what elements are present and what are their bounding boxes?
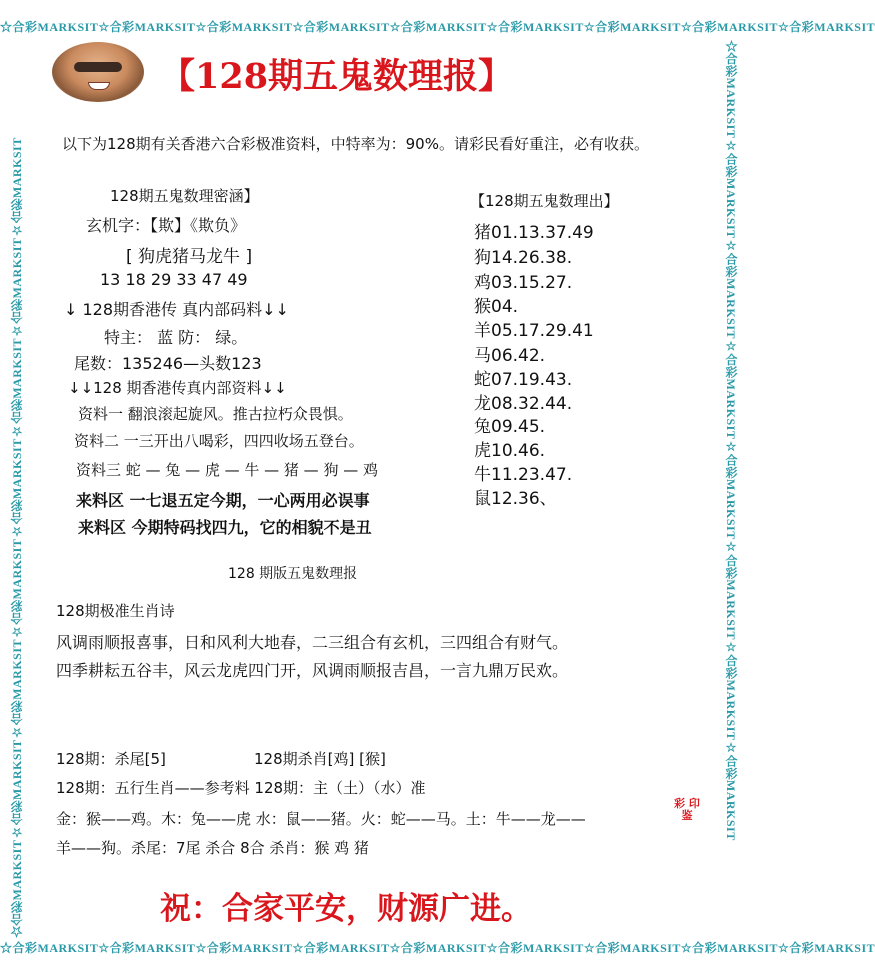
- right-row: 兔09.45.: [474, 417, 546, 437]
- data-line-3: 资料三 蛇 — 兔 — 虎 — 牛 — 猪 — 狗 — 鸡: [76, 461, 378, 479]
- zodiac-group: [ 狗虎猪马龙牛 ]: [126, 247, 253, 267]
- poem-line-1: 风调雨顺报喜事，日和风利大地春，二三组合有玄机，三四组合有财气。: [56, 633, 569, 652]
- middle-caption: 128 期版五鬼数理报: [228, 566, 358, 582]
- intro-text: 以下为128期有关香港六合彩极准资料，中特率为：90%。请彩民看好重注，必有收获。: [62, 135, 649, 153]
- data-line-1: 资料一 翻浪滚起旋风。推古拉朽众畏惧。: [78, 405, 353, 423]
- right-row: 鼠12.36、: [474, 489, 557, 509]
- right-row: 猴04.: [474, 297, 519, 317]
- right-heading: 【128期五鬼数理出】: [470, 192, 619, 210]
- poem-line-2: 四季耕耘五谷丰，风云龙虎四门开，风调雨顺报吉昌，一言九鼎万民欢。: [56, 661, 569, 680]
- tail-line: 尾数：135246—头数123: [74, 354, 262, 373]
- avatar-photo: [52, 42, 144, 102]
- border-left: ☆合彩MARKSIT☆合彩MARKSIT☆合彩MARKSIT☆合彩MARKSIT☆合彩MARKSIT☆合彩MARKSIT☆合彩MARKSIT☆合彩MARKSIT: [10, 137, 24, 938]
- mouth-shape: [88, 82, 110, 90]
- poem-title: 128期极准生肖诗: [56, 602, 175, 620]
- glasses-shape: [74, 62, 122, 72]
- right-row: 狗14.26.38.: [474, 248, 573, 268]
- kill-zodiac: 128期杀肖[鸡] [猴]: [254, 750, 386, 768]
- red-seal-stamp: 彩 印 鉴: [674, 797, 700, 822]
- hk-line-2: ↓↓128 期香港传真内部资料↓↓: [68, 379, 287, 397]
- right-row: 龙08.32.44.: [474, 394, 573, 414]
- left-heading: 128期五鬼数理密涵】: [110, 187, 259, 205]
- right-row: 虎10.46.: [474, 441, 546, 461]
- five-elements: 128期：五行生肖——参考料 128期：主（土）（水）准: [56, 779, 426, 797]
- kill-tail: 128期：杀尾[5]: [56, 750, 166, 768]
- border-bottom: ☆合彩MARKSIT☆合彩MARKSIT☆合彩MARKSIT☆合彩MARKSIT☆合彩MARKSIT☆合彩MARKSIT☆合彩MARKSIT☆合彩MARKSIT☆合彩MARKSIT: [0, 941, 875, 955]
- numbers-line: 13 18 29 33 47 49: [100, 270, 248, 289]
- elements-line: 金：猴——鸡。木：兔——虎 水：鼠——猪。火：蛇——马。土：牛——龙——: [56, 810, 586, 828]
- border-top: ☆合彩MARKSIT☆合彩MARKSIT☆合彩MARKSIT☆合彩MARKSIT☆合彩MARKSIT☆合彩MARKSIT☆合彩MARKSIT☆合彩MARKSIT☆合彩MARKSIT: [0, 20, 875, 34]
- right-row: 牛11.23.47.: [474, 465, 573, 485]
- border-right: ☆合彩MARKSIT☆合彩MARKSIT☆合彩MARKSIT☆合彩MARKSIT☆合彩MARKSIT☆合彩MARKSIT☆合彩MARKSIT☆合彩MARKSIT: [724, 40, 738, 841]
- right-row: 猪01.13.37.49: [474, 223, 594, 243]
- right-row: 羊05.17.29.41: [474, 321, 594, 341]
- right-row: 鸡03.15.27.: [474, 273, 573, 293]
- right-row: 马06.42.: [474, 346, 546, 366]
- last-line: 羊——狗。杀尾：7尾 杀合 8合 杀肖：猴 鸡 猪: [56, 839, 369, 857]
- blessing-text: 祝：合家平安，财源广进。: [160, 891, 532, 927]
- source-line-2: 来料区 今期特码找四九，它的相貌不是丑: [78, 518, 372, 537]
- source-line-1: 来料区 一七退五定今期，一心两用必误事: [76, 491, 370, 510]
- data-line-2: 资料二 一三开出八喝彩，四四收场五登台。: [74, 432, 364, 450]
- hk-line-1: ↓ 128期香港传 真内部码料↓↓: [64, 300, 289, 319]
- special-line: 特主： 蓝 防： 绿。: [104, 328, 248, 347]
- right-row: 蛇07.19.43.: [474, 370, 573, 390]
- page-title: 【128期五鬼数理报】: [160, 56, 514, 97]
- riddle-line: 玄机字：【欺】《欺负》: [86, 216, 247, 235]
